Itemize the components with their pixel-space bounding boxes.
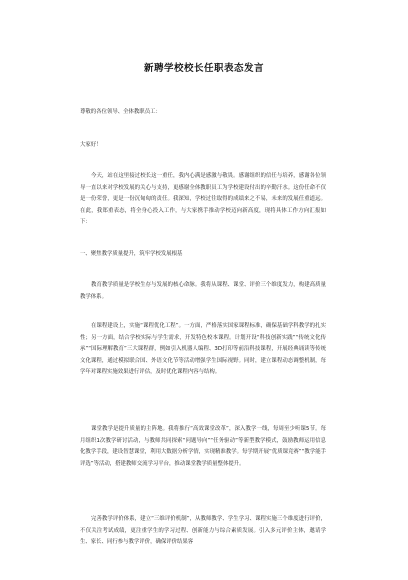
section-1-paragraph-3: 课堂教学是提升质量的主阵地。我将推行“高效课堂改革”，深入教学一线，每周至少听课5节。每月组织1次教学研讨活动，与教师共同探索“问题导向”“任务驱动”等新型教学模式，鼓励教师运用信息化教学手段，建设智慧课堂，利用大数据分析学情，实现精准教学。每学期开展“优质课竞赛”“教学能手评选”等活动，搭建教师交流学习平台，推动课堂教学质量整体提升。 xyxy=(80,426,326,467)
section-1-paragraph-4: 完善教学评价体系，建立“三维评价机制”，从教师教学、学生学习、课程实施三个维度进行评价，不仅关注考试成绩，更注重学生的学习过程、创新能力与综合素质发展。引入多元评价主体，邀请学生、家长、同行参与教学评价，确保评价结果客 xyxy=(80,516,326,546)
section-1-paragraph-1: 教育教学质量是学校生存与发展的核心命脉。我将从课程、课堂、评价三个维度发力，构建高质量教学体系。 xyxy=(80,282,326,300)
section-1-paragraph-2: 在课程建设上，实施“课程优化工程”。一方面，严格落实国家课程标准，确保基础学科教学的扎实性；另一方面，结合学校实际与学生需求，开发特色校本课程。计划开设“科技创新实践”“传统文化传承”“国际理解教育”三大课程群，例如引入机器人编程、3D打印等前沿科技课程，开展经典诵读等传统文化课程，通过模拟联合国、外语文化节等活动增强学生国际视野。同时，建立课程动态调整机制，每学年对课程实施效果进行评估，及时优化课程内容与结构。 xyxy=(80,323,326,376)
section-1-heading: 一、聚焦教学质量提升，筑牢学校发展根基 xyxy=(80,251,183,257)
salutation: 尊敬的各位领导、全体教职员工： xyxy=(80,109,161,115)
greeting: 大家好！ xyxy=(80,142,102,148)
intro-paragraph: 今天，站在这里接过校长这一重任，我内心满是感激与敬畏。感谢组织的信任与培养，感谢各位领导一直以来对学校发展的关心与支持，更感谢全体教职员工为学校建设付出的辛勤汗水。这份任命不仅是一份荣誉，更是一份沉甸甸的责任。我深知，学校过往取得的成绩来之不易，未来的发展任重道远。在此，我郑重表态，将全身心投入工作，与大家携手推动学校迈向新高度，现将具体工作方向汇报如下： xyxy=(80,173,326,226)
document-title: 新聘学校校长任职表态发言 xyxy=(143,63,264,74)
